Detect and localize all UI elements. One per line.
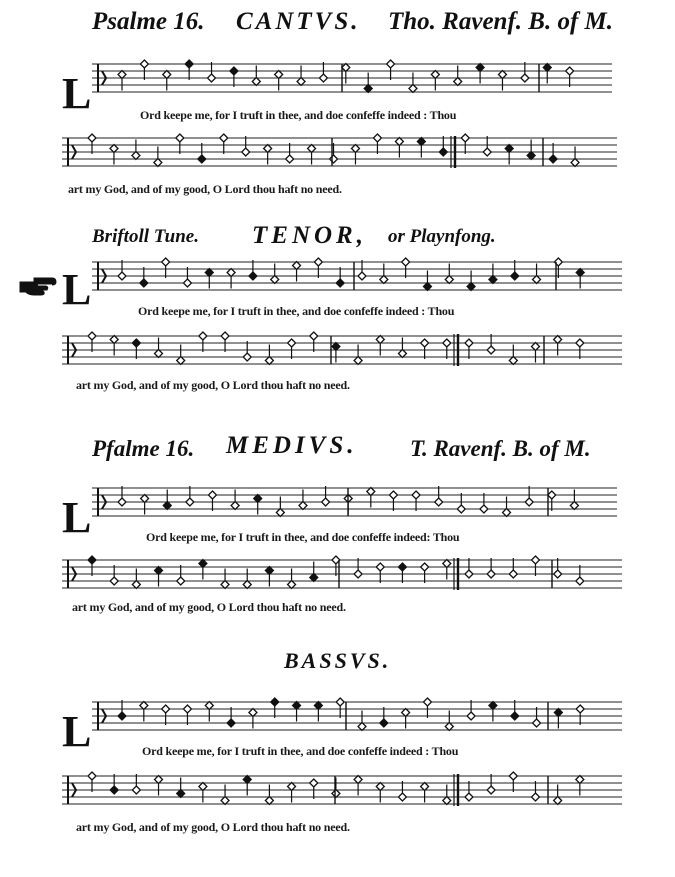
- staff-notation: [62, 330, 622, 372]
- note-head: [367, 488, 375, 496]
- note-head: [443, 797, 451, 805]
- note-head: [531, 343, 539, 351]
- note-head: [198, 155, 206, 163]
- note-head: [421, 783, 429, 791]
- note-head: [155, 776, 163, 784]
- note-head: [118, 71, 126, 79]
- note-head: [576, 577, 584, 585]
- note-head: [531, 793, 539, 801]
- note-head: [336, 698, 344, 706]
- note-head: [208, 491, 216, 499]
- note-head: [230, 67, 238, 75]
- note-head: [554, 797, 562, 805]
- note-head: [487, 346, 495, 354]
- note-head: [358, 272, 366, 280]
- note-head: [576, 705, 584, 713]
- note-head: [243, 776, 251, 784]
- note-head: [354, 570, 362, 578]
- bassus-lyric-line-1: Ord keepe me, for I truft in thee, and doe confeffe indeed : Thou: [142, 744, 459, 758]
- cantus-heading-right: Tho. Ravenf. B. of M.: [388, 8, 613, 35]
- staff-notation: [62, 132, 617, 174]
- note-head: [88, 134, 96, 142]
- medius-heading-right: T. Ravenf. B. of M.: [410, 436, 591, 461]
- tenor-staff-1: [92, 256, 622, 298]
- note-head: [176, 134, 184, 142]
- note-head: [509, 772, 517, 780]
- note-head: [431, 71, 439, 79]
- note-head: [423, 698, 431, 706]
- note-head: [319, 74, 327, 82]
- note-head: [249, 272, 257, 280]
- cantus-staff-1: [92, 58, 612, 100]
- tenor-staff-2: [62, 330, 622, 372]
- note-head: [221, 797, 229, 805]
- note-head: [358, 723, 366, 731]
- note-head: [511, 712, 519, 720]
- tenor-initial-letter: L: [62, 265, 92, 314]
- note-head: [402, 709, 410, 717]
- note-head: [254, 495, 262, 503]
- note-head: [154, 159, 162, 167]
- note-head: [110, 336, 118, 344]
- note-head: [162, 705, 170, 713]
- note-head: [566, 67, 574, 75]
- note-head: [476, 64, 484, 72]
- staff-notation: [62, 554, 622, 596]
- note-head: [88, 332, 96, 340]
- note-head: [531, 556, 539, 564]
- note-head: [443, 560, 451, 568]
- staff-notation: [92, 696, 622, 738]
- note-head: [409, 85, 417, 93]
- note-head: [310, 574, 318, 582]
- tenor-lyric-line-1: Ord keepe me, for I truft in thee, and doe confeffe indeed : Thou: [138, 304, 455, 318]
- note-head: [163, 71, 171, 79]
- note-head: [332, 790, 340, 798]
- note-head: [533, 276, 541, 284]
- note-head: [183, 705, 191, 713]
- staff-notation: [92, 256, 622, 298]
- note-head: [132, 581, 140, 589]
- note-head: [509, 357, 517, 365]
- note-head: [314, 258, 322, 266]
- note-head: [498, 71, 506, 79]
- cantus-heading-center: CANTVS.: [236, 8, 361, 35]
- note-head: [389, 491, 397, 499]
- bassus-heading-center: BASSVS.: [284, 648, 392, 673]
- note-head: [243, 353, 251, 361]
- note-head: [221, 332, 229, 340]
- note-head: [265, 797, 273, 805]
- note-head: [554, 709, 562, 717]
- note-head: [487, 570, 495, 578]
- bassus-staff-1: [92, 696, 622, 738]
- note-head: [308, 145, 316, 153]
- note-head: [299, 502, 307, 510]
- note-head: [271, 276, 279, 284]
- note-head: [265, 567, 273, 575]
- staff-notation: [92, 482, 617, 524]
- note-head: [457, 505, 465, 513]
- pointing-hand-icon: [18, 274, 58, 306]
- note-head: [576, 339, 584, 347]
- note-head: [177, 577, 185, 585]
- note-head: [376, 336, 384, 344]
- note-head: [332, 343, 340, 351]
- note-head: [509, 570, 517, 578]
- note-head: [576, 776, 584, 784]
- note-head: [118, 272, 126, 280]
- tenor-heading-left: Briftoll Tune.: [92, 226, 199, 247]
- note-head: [412, 491, 420, 499]
- note-head: [199, 332, 207, 340]
- note-head: [525, 498, 533, 506]
- note-head: [249, 709, 257, 717]
- note-head: [183, 279, 191, 287]
- note-head: [310, 332, 318, 340]
- note-head: [489, 702, 497, 710]
- note-head: [141, 495, 149, 503]
- note-head: [208, 74, 216, 82]
- note-head: [264, 145, 272, 153]
- medius-heading-center: MEDIVS.: [226, 432, 358, 459]
- note-head: [132, 152, 140, 160]
- note-head: [293, 262, 301, 270]
- note-head: [465, 793, 473, 801]
- note-head: [252, 78, 260, 86]
- tenor-lyric-line-2: art my God, and of my good, O Lord thou haft no need.: [76, 378, 350, 392]
- cantus-staff-2: [62, 132, 617, 174]
- note-head: [140, 60, 148, 68]
- note-head: [342, 64, 350, 72]
- note-head: [271, 698, 279, 706]
- note-head: [373, 134, 381, 142]
- note-head: [423, 283, 431, 291]
- note-head: [354, 776, 362, 784]
- note-head: [521, 74, 529, 82]
- note-head: [445, 276, 453, 284]
- note-head: [445, 723, 453, 731]
- note-head: [549, 155, 557, 163]
- note-head: [310, 779, 318, 787]
- note-head: [220, 134, 228, 142]
- note-head: [293, 702, 301, 710]
- note-head: [185, 60, 193, 68]
- note-head: [487, 786, 495, 794]
- note-head: [354, 357, 362, 365]
- medius-lyric-line-1: Ord keepe me, for I truft in thee, and doe confeffe indeed: Thou: [146, 530, 460, 544]
- note-head: [322, 498, 330, 506]
- note-head: [380, 719, 388, 727]
- note-head: [140, 702, 148, 710]
- note-head: [351, 145, 359, 153]
- medius-staff-2: [62, 554, 622, 596]
- note-head: [576, 269, 584, 277]
- staff-notation: [62, 770, 622, 812]
- note-head: [443, 339, 451, 347]
- note-head: [454, 78, 462, 86]
- note-head: [398, 563, 406, 571]
- note-head: [231, 502, 239, 510]
- note-head: [421, 339, 429, 347]
- note-head: [199, 560, 207, 568]
- note-head: [199, 783, 207, 791]
- note-head: [571, 159, 579, 167]
- note-head: [227, 719, 235, 727]
- note-head: [205, 702, 213, 710]
- note-head: [435, 498, 443, 506]
- note-head: [465, 339, 473, 347]
- note-head: [364, 85, 372, 93]
- note-head: [297, 78, 305, 86]
- cantus-lyric-line-2: art my God, and of my good, O Lord thou haft no need.: [68, 182, 342, 196]
- note-head: [489, 276, 497, 284]
- note-head: [543, 64, 551, 72]
- note-head: [275, 71, 283, 79]
- note-head: [548, 491, 556, 499]
- note-head: [186, 498, 194, 506]
- note-head: [265, 357, 273, 365]
- note-head: [554, 570, 562, 578]
- note-head: [461, 134, 469, 142]
- note-head: [439, 148, 447, 156]
- note-head: [505, 145, 513, 153]
- note-head: [140, 279, 148, 287]
- note-head: [398, 350, 406, 358]
- staff-notation: [92, 58, 612, 100]
- note-head: [465, 570, 473, 578]
- note-head: [480, 505, 488, 513]
- note-head: [330, 155, 338, 163]
- note-head: [132, 786, 140, 794]
- note-head: [503, 509, 511, 517]
- note-head: [288, 339, 296, 347]
- note-head: [417, 138, 425, 146]
- note-head: [286, 155, 294, 163]
- note-head: [163, 502, 171, 510]
- note-head: [467, 712, 475, 720]
- note-head: [221, 581, 229, 589]
- note-head: [336, 279, 344, 287]
- note-head: [467, 283, 475, 291]
- note-head: [533, 719, 541, 727]
- note-head: [88, 556, 96, 564]
- note-head: [483, 148, 491, 156]
- note-head: [380, 276, 388, 284]
- note-head: [162, 258, 170, 266]
- note-head: [288, 581, 296, 589]
- note-head: [118, 498, 126, 506]
- note-head: [177, 790, 185, 798]
- note-head: [376, 563, 384, 571]
- note-head: [227, 269, 235, 277]
- bassus-staff-2: [62, 770, 622, 812]
- medius-staff-1: [92, 482, 617, 524]
- note-head: [177, 357, 185, 365]
- note-head: [511, 272, 519, 280]
- note-head: [288, 783, 296, 791]
- note-head: [118, 712, 126, 720]
- note-head: [395, 138, 403, 146]
- note-head: [88, 772, 96, 780]
- medius-heading-left: Pfalme 16.: [92, 436, 195, 461]
- note-head: [155, 567, 163, 575]
- note-head: [243, 581, 251, 589]
- cantus-initial-letter: L: [62, 69, 92, 118]
- cantus-lyric-line-1: Ord keepe me, for I truft in thee, and doe confeffe indeed : Thou: [140, 108, 457, 122]
- note-head: [570, 502, 578, 510]
- note-head: [132, 339, 140, 347]
- medius-lyric-line-2: art my God, and of my good, O Lord thou haft no need.: [72, 600, 346, 614]
- note-head: [554, 336, 562, 344]
- note-head: [110, 786, 118, 794]
- note-head: [376, 783, 384, 791]
- note-head: [110, 577, 118, 585]
- bassus-initial-letter: L: [62, 707, 92, 756]
- bassus-lyric-line-2: art my God, and of my good, O Lord thou haft no need.: [76, 820, 350, 834]
- note-head: [387, 60, 395, 68]
- note-head: [527, 152, 535, 160]
- note-head: [398, 793, 406, 801]
- note-head: [402, 258, 410, 266]
- note-head: [155, 350, 163, 358]
- tenor-heading-center: TENOR,: [252, 222, 367, 249]
- tenor-heading-right: or Playnfong.: [388, 226, 496, 247]
- note-head: [242, 148, 250, 156]
- note-head: [314, 702, 322, 710]
- note-head: [205, 269, 213, 277]
- note-head: [276, 509, 284, 517]
- cantus-heading-left: Psalme 16.: [92, 8, 205, 35]
- note-head: [421, 563, 429, 571]
- note-head: [110, 145, 118, 153]
- medius-initial-letter: L: [62, 493, 92, 542]
